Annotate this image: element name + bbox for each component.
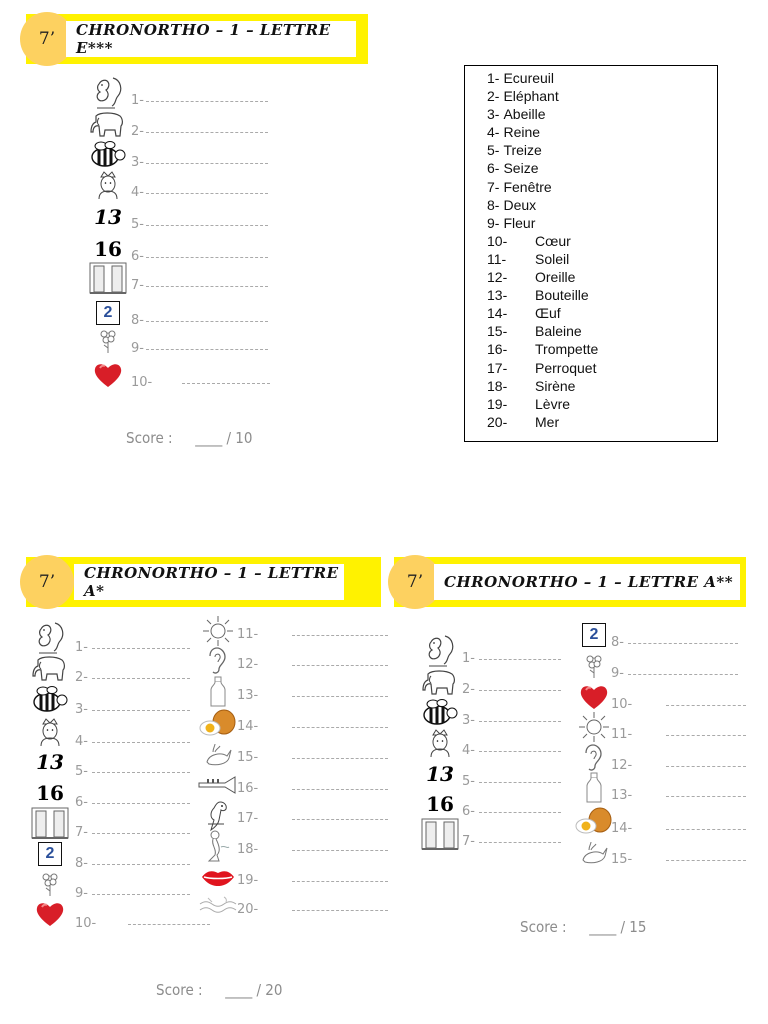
sheet1-line-9[interactable]	[131, 341, 268, 356]
word-list-word: Eléphant	[503, 88, 559, 105]
line-number: 3-	[462, 713, 475, 728]
word-list-number: 17-	[487, 359, 508, 376]
word-list-item	[487, 123, 717, 141]
answer-blank[interactable]	[479, 781, 561, 783]
line-number: 9-	[131, 341, 144, 356]
line-number: 8-	[611, 635, 624, 650]
line-number: 2-	[75, 670, 88, 685]
word-list-number: 16-	[487, 341, 508, 358]
sheet2-time-badge: 7’	[20, 555, 74, 609]
line-number: 4-	[75, 734, 88, 749]
word-list-item	[487, 304, 717, 322]
word-list-word: Bouteille	[535, 287, 589, 304]
answer-blank[interactable]	[292, 880, 388, 882]
word-list-number: 8-	[487, 196, 500, 213]
word-list-word: Reine	[503, 124, 541, 141]
word-list-number: 3-	[487, 106, 500, 123]
answer-blank[interactable]	[479, 689, 561, 691]
word-list-item	[487, 69, 717, 87]
number-2-label: 2	[96, 301, 120, 325]
word-list-item	[487, 178, 717, 196]
word-list-item	[487, 214, 717, 232]
sheet3-line-14[interactable]	[611, 821, 746, 836]
word-list-item	[487, 159, 717, 177]
sheet3-title: CHRONORTHO – 1 – LETTRE A**	[434, 564, 740, 600]
answer-blank[interactable]	[666, 828, 746, 830]
line-number: 15-	[611, 852, 633, 867]
line-number: 10-	[611, 697, 633, 712]
word-list-number: 11-	[487, 250, 507, 267]
heart-icon	[86, 355, 130, 395]
word-list-number: 20-	[487, 413, 508, 430]
answer-blank[interactable]	[292, 849, 388, 851]
line-number: 7-	[462, 834, 475, 849]
word-list-item	[487, 413, 717, 431]
score-total: ____ / 20	[225, 981, 283, 999]
word-list-number: 1-	[487, 70, 500, 86]
line-number: 5-	[462, 774, 475, 789]
sheet2-line-13[interactable]	[237, 688, 388, 703]
number-2-label: 2	[38, 842, 62, 866]
word-list-item	[487, 232, 717, 250]
score-label: Score :	[156, 981, 203, 999]
sheet3-banner	[394, 557, 746, 607]
answer-blank[interactable]	[292, 634, 388, 636]
line-number: 17-	[237, 811, 259, 826]
sheet2-title: CHRONORTHO – 1 – LETTRE A*	[74, 564, 344, 600]
line-number: 7-	[131, 278, 144, 293]
sheet2-line-1[interactable]	[75, 640, 190, 655]
word-list-item	[487, 286, 717, 304]
line-number: 15-	[237, 750, 259, 765]
sheet2-line-8[interactable]	[75, 856, 190, 871]
word-list-number: 18-	[487, 377, 508, 394]
line-number: 14-	[611, 821, 633, 836]
number-13-label: 13	[426, 762, 454, 786]
word-list-word: Abeille	[503, 106, 546, 123]
sheet2-line-3[interactable]	[75, 702, 190, 717]
word-list-number: 12-	[487, 269, 508, 286]
sheet1-banner	[26, 14, 368, 64]
sheet1-time-badge: 7’	[20, 12, 74, 66]
answer-blank[interactable]	[666, 859, 746, 861]
answer-blank[interactable]	[292, 726, 388, 728]
sheet1-line-5[interactable]	[131, 217, 268, 232]
word-list-item	[487, 141, 717, 159]
sheet1-line-3[interactable]	[131, 155, 268, 170]
line-number: 19-	[237, 873, 259, 888]
answer-blank[interactable]	[479, 841, 561, 843]
answer-blank[interactable]	[479, 658, 561, 660]
line-number: 16-	[237, 781, 259, 796]
answer-blank[interactable]	[92, 741, 190, 743]
sheet2-line-15[interactable]	[237, 750, 388, 765]
sheet2-banner	[26, 557, 381, 607]
sheet1-line-10[interactable]	[131, 375, 270, 390]
word-list-number: 2-	[487, 88, 500, 105]
answer-blank[interactable]	[146, 320, 268, 322]
word-list-word: Seize	[503, 160, 539, 177]
answer-blank[interactable]	[292, 695, 388, 697]
line-number: 9-	[75, 886, 88, 901]
answer-blank[interactable]	[92, 771, 190, 773]
line-number: 5-	[75, 764, 88, 779]
line-number: 3-	[75, 702, 88, 717]
word-list-word: Oreille	[535, 269, 576, 286]
sheet3-time-badge: 7’	[388, 555, 442, 609]
line-number: 13-	[237, 688, 259, 703]
sheet2-line-17[interactable]	[237, 811, 388, 826]
word-list-number: 10-	[487, 232, 508, 249]
sheet1-line-2[interactable]	[131, 124, 268, 139]
line-number: 11-	[237, 627, 259, 642]
word-list-number: 19-	[487, 395, 508, 412]
word-list-word: Treize	[503, 142, 542, 159]
line-number: 10-	[75, 916, 97, 931]
word-list-number: 5-	[487, 142, 500, 159]
sheet3-score	[520, 918, 646, 936]
word-list-word: Soleil	[535, 250, 570, 267]
line-number: 13-	[611, 788, 633, 803]
line-number: 1-	[75, 640, 88, 655]
answer-blank[interactable]	[666, 704, 746, 706]
sheet2-line-20[interactable]	[237, 902, 388, 917]
sheet3-line-3[interactable]	[462, 713, 561, 728]
number-16-label: 16	[36, 781, 64, 805]
sheet2-line-4[interactable]	[75, 734, 190, 749]
whale-icon	[572, 832, 616, 872]
line-number: 4-	[462, 743, 475, 758]
sea-icon	[196, 886, 240, 926]
word-list-item	[487, 268, 717, 286]
sheet3-line-6[interactable]	[462, 804, 561, 819]
answer-blank[interactable]	[292, 788, 388, 790]
sheet2-line-14[interactable]	[237, 719, 388, 734]
line-number: 20-	[237, 902, 259, 917]
word-list-word: Mer	[535, 413, 560, 430]
sheet3-line-11[interactable]	[611, 727, 746, 742]
line-number: 10-	[131, 375, 153, 390]
sheet1-line-8[interactable]	[131, 313, 268, 328]
answer-blank[interactable]	[479, 720, 561, 722]
sheet1-line-7[interactable]	[131, 278, 268, 293]
window-icon	[86, 258, 130, 298]
answer-blank[interactable]	[92, 647, 190, 649]
word-list-number: 13-	[487, 287, 508, 304]
sheet3-line-5[interactable]	[462, 774, 561, 789]
answer-blank[interactable]	[146, 162, 268, 164]
word-list-item	[487, 340, 717, 358]
word-list-item	[487, 395, 717, 413]
line-number: 8-	[131, 313, 144, 328]
answer-blank[interactable]	[146, 131, 268, 133]
word-list-item	[487, 322, 717, 340]
window-icon	[418, 814, 462, 854]
sheet3-line-7[interactable]	[462, 834, 561, 849]
line-number: 6-	[75, 795, 88, 810]
line-number: 2-	[462, 682, 475, 697]
sheet3-line-9[interactable]	[611, 666, 738, 681]
answer-blank[interactable]	[628, 642, 738, 644]
answer-blank[interactable]	[292, 664, 388, 666]
line-number: 4-	[131, 185, 144, 200]
word-list-box	[464, 65, 718, 442]
sheet2-line-18[interactable]	[237, 842, 388, 857]
number-13-label: 13	[36, 750, 64, 774]
line-number: 9-	[611, 666, 624, 681]
sheet1-line-1[interactable]	[131, 93, 268, 108]
number-16-label: 16	[426, 792, 454, 816]
line-number: 1-	[131, 93, 144, 108]
sheet2-line-2[interactable]	[75, 670, 190, 685]
line-number: 3-	[131, 155, 144, 170]
sheet2-line-16[interactable]	[237, 781, 388, 796]
line-number: 6-	[462, 804, 475, 819]
score-label: Score :	[126, 429, 173, 447]
line-number: 7-	[75, 825, 88, 840]
word-list-number: 9-	[487, 214, 500, 231]
sheet3-line-12[interactable]	[611, 758, 746, 773]
sheet3-line-4[interactable]	[462, 743, 561, 758]
word-list-word: Baleine	[535, 323, 582, 340]
line-number: 12-	[237, 657, 259, 672]
sheet3-line-1[interactable]	[462, 651, 561, 666]
answer-blank[interactable]	[146, 100, 268, 102]
answer-blank[interactable]	[292, 909, 388, 911]
sheet3-line-8[interactable]	[611, 635, 738, 650]
sheet2-score	[156, 981, 282, 999]
sheet2-line-10[interactable]	[75, 916, 210, 931]
score-total: ____ / 10	[195, 429, 253, 447]
line-number: 11-	[611, 727, 633, 742]
sheet3-line-10[interactable]	[611, 697, 746, 712]
score-total: ____ / 15	[589, 918, 647, 936]
number-13-label: 13	[94, 205, 122, 229]
sheet3-line-2[interactable]	[462, 682, 561, 697]
answer-blank[interactable]	[479, 750, 561, 752]
answer-blank[interactable]	[628, 673, 738, 675]
word-list-word: Cœur	[535, 232, 571, 249]
word-list-word: Sirène	[535, 377, 576, 394]
word-list-word: Fenêtre	[503, 178, 552, 195]
heart-icon	[28, 894, 72, 934]
score-label: Score :	[520, 918, 567, 936]
word-list-word: Fleur	[503, 214, 536, 231]
answer-blank[interactable]	[666, 734, 746, 736]
answer-blank[interactable]	[146, 224, 268, 226]
line-number: 2-	[131, 124, 144, 139]
answer-blank[interactable]	[92, 709, 190, 711]
sheet3-line-13[interactable]	[611, 788, 746, 803]
answer-blank[interactable]	[92, 832, 190, 834]
word-list-item	[487, 196, 717, 214]
word-list-item	[487, 250, 717, 268]
sheet2-line-7[interactable]	[75, 825, 190, 840]
number-2-label: 2	[582, 623, 606, 647]
sheet1-line-6[interactable]	[131, 249, 268, 264]
sheet3-line-15[interactable]	[611, 852, 746, 867]
answer-blank[interactable]	[146, 256, 268, 258]
word-list-item	[487, 105, 717, 123]
answer-blank[interactable]	[479, 811, 561, 813]
answer-blank[interactable]	[146, 192, 268, 194]
line-number: 6-	[131, 249, 144, 264]
answer-blank[interactable]	[146, 285, 268, 287]
line-number: 14-	[237, 719, 259, 734]
answer-blank[interactable]	[666, 765, 746, 767]
answer-blank[interactable]	[92, 863, 190, 865]
word-list-word: Lèvre	[535, 395, 571, 412]
sheet2-line-11[interactable]	[237, 627, 388, 642]
word-list-number: 6-	[487, 160, 500, 177]
sheet2-line-19[interactable]	[237, 873, 388, 888]
answer-blank[interactable]	[292, 757, 388, 759]
answer-blank[interactable]	[666, 795, 746, 797]
sheet2-line-9[interactable]	[75, 886, 190, 901]
word-list-word: Trompette	[535, 341, 599, 358]
word-list-word: Deux	[503, 196, 537, 213]
sheet1-title: CHRONORTHO – 1 – LETTRE E***	[66, 21, 356, 57]
word-list-number: 7-	[487, 178, 500, 195]
sheet1-score	[126, 429, 252, 447]
sheet2-line-5[interactable]	[75, 764, 190, 779]
answer-blank[interactable]	[146, 348, 268, 350]
word-list-item	[487, 359, 717, 377]
line-number: 8-	[75, 856, 88, 871]
sheet1-line-4[interactable]	[131, 185, 268, 200]
answer-blank[interactable]	[92, 893, 190, 895]
word-list-item	[487, 87, 717, 105]
word-list-word: Perroquet	[535, 359, 597, 376]
line-number: 18-	[237, 842, 259, 857]
word-list-word: Œuf	[535, 305, 561, 322]
sheet2-line-12[interactable]	[237, 657, 388, 672]
word-list-number: 14-	[487, 305, 508, 322]
answer-blank[interactable]	[92, 677, 190, 679]
word-list-number: 4-	[487, 124, 500, 141]
answer-blank[interactable]	[182, 382, 270, 384]
line-number: 12-	[611, 758, 633, 773]
answer-blank[interactable]	[292, 818, 388, 820]
word-list-item	[487, 377, 717, 395]
word-list-number: 15-	[487, 323, 508, 340]
line-number: 1-	[462, 651, 475, 666]
answer-blank[interactable]	[92, 802, 190, 804]
number-16-label: 16	[94, 237, 122, 261]
word-list-word: Ecureuil	[503, 70, 555, 86]
sheet2-line-6[interactable]	[75, 795, 190, 810]
line-number: 5-	[131, 217, 144, 232]
